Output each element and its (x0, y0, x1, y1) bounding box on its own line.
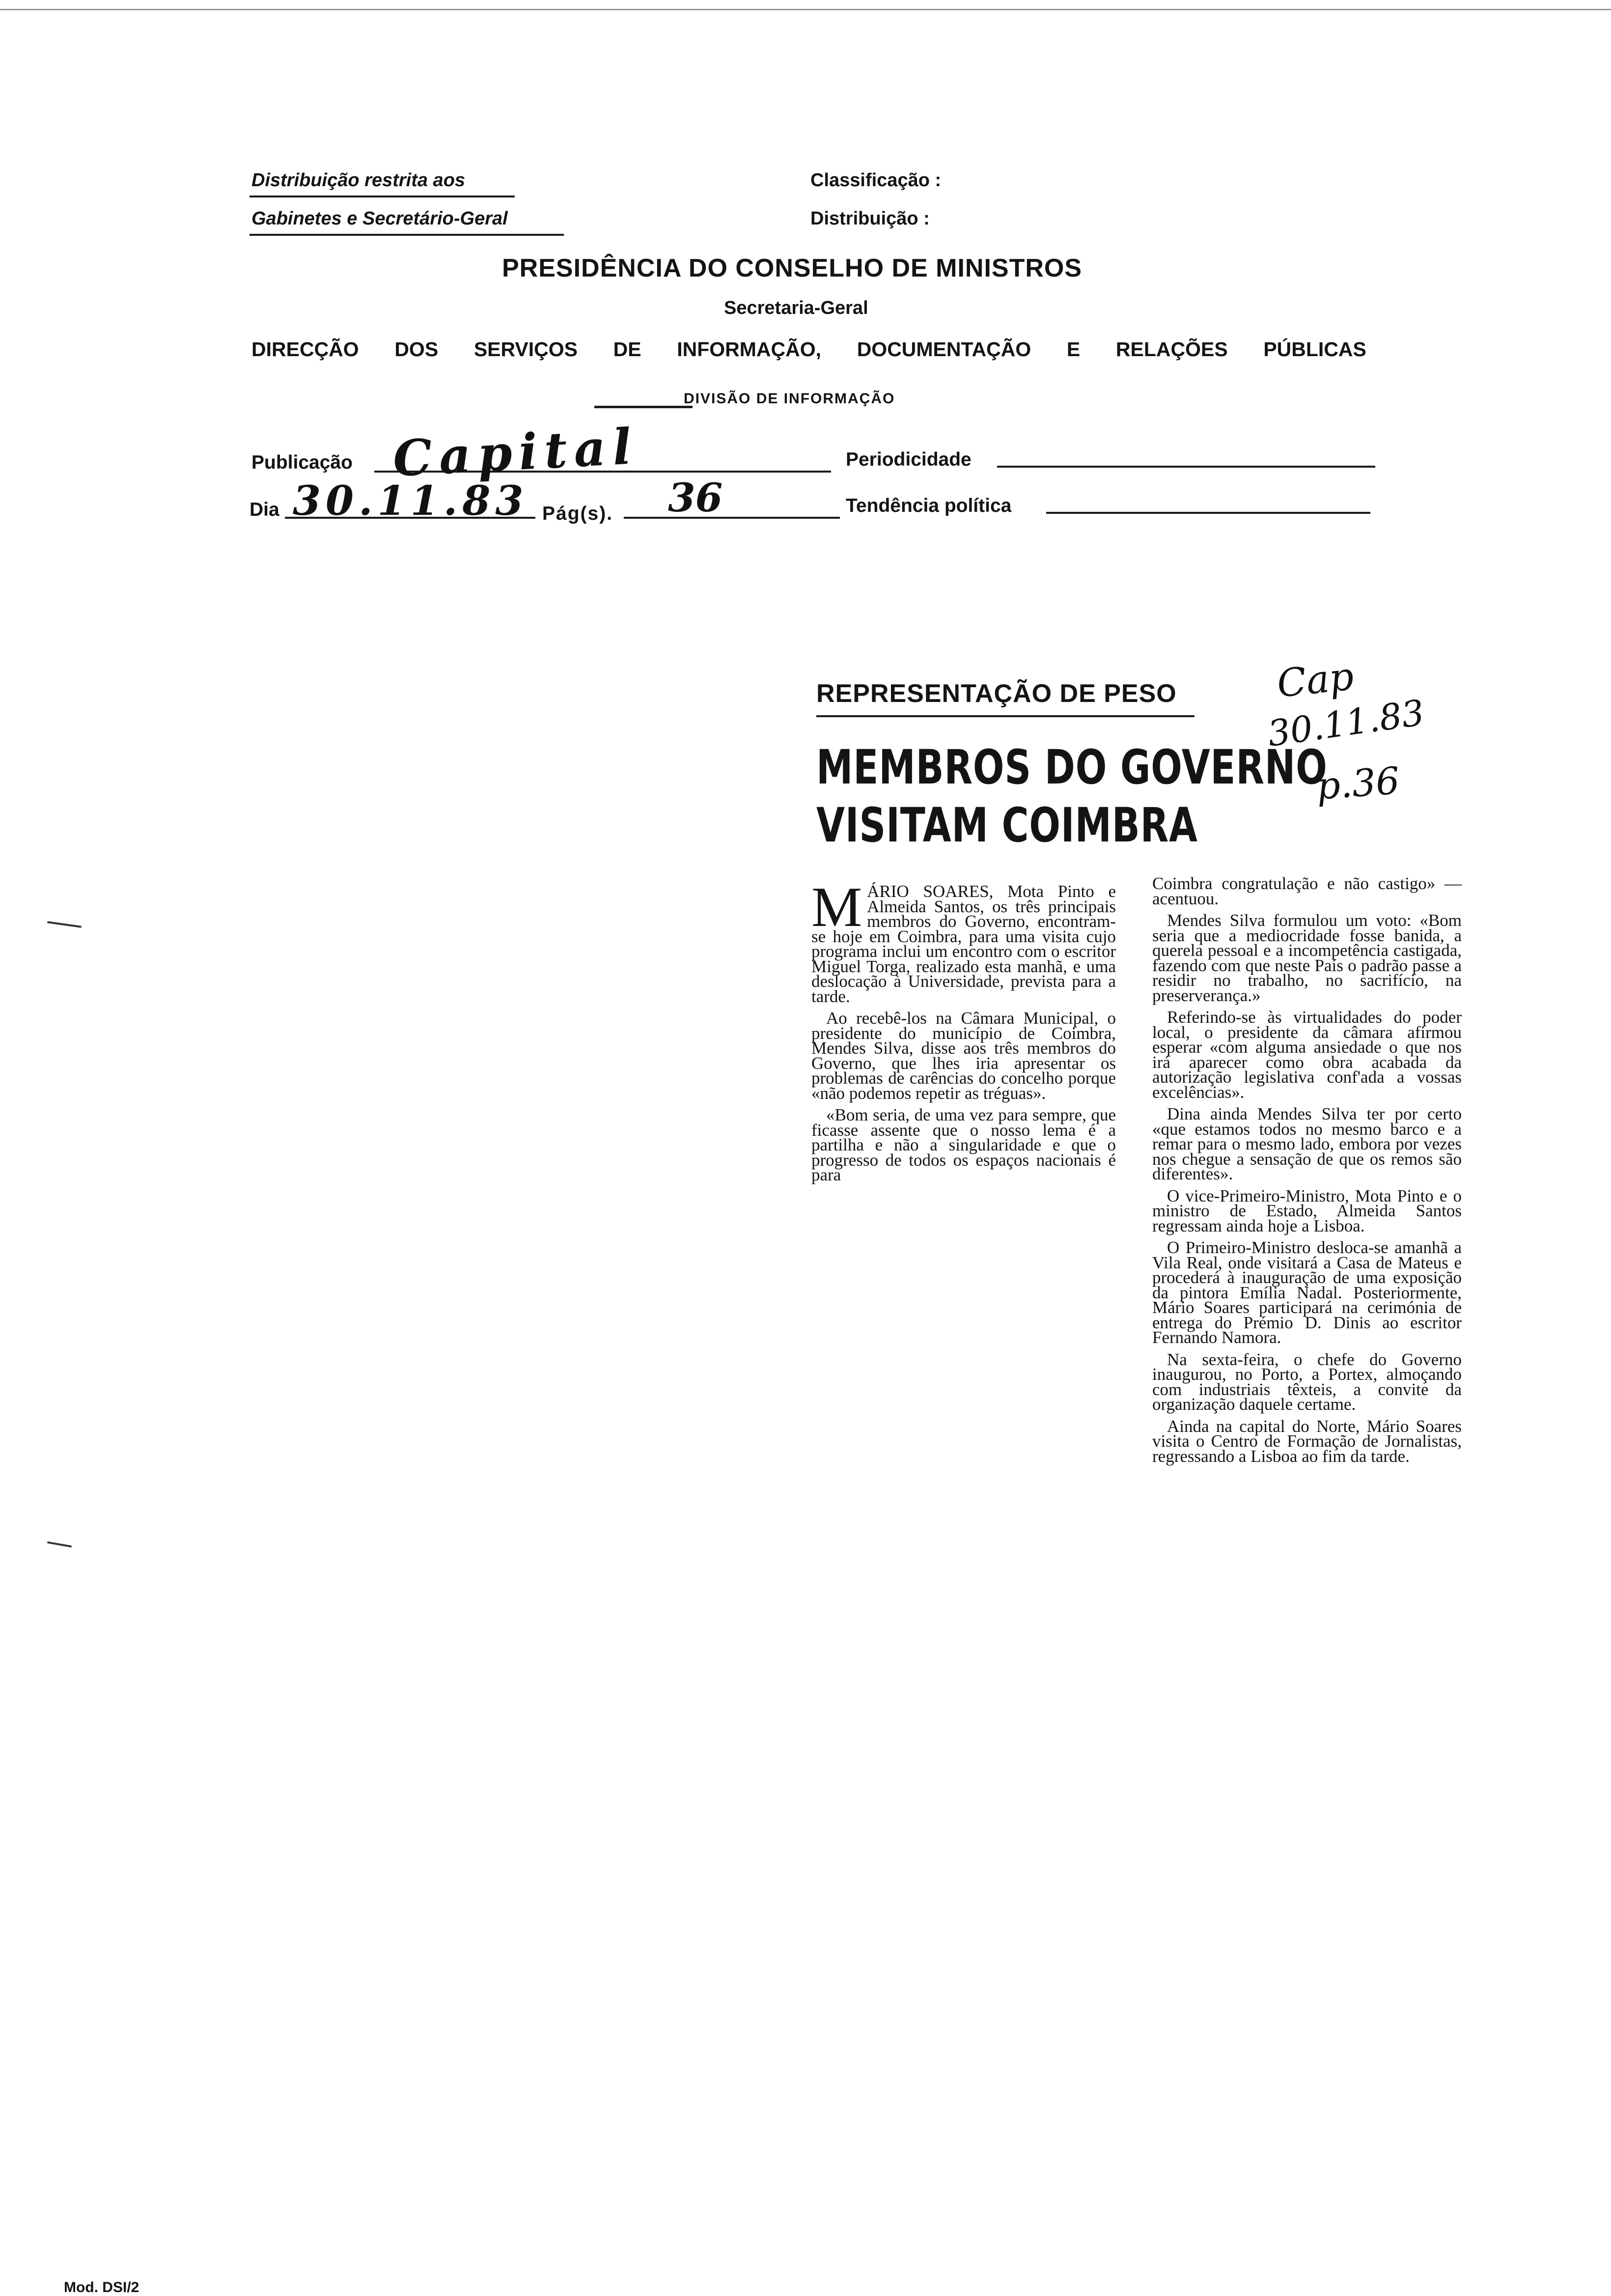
publicacao-label: Publicação (251, 452, 353, 473)
scan-edge-top (0, 9, 1611, 10)
tendencia-line (1046, 512, 1370, 514)
margin-note-line2: 30.11.83 (1265, 692, 1427, 755)
org-title: PRESIDÊNCIA DO CONSELHO DE MINISTROS (502, 254, 1083, 282)
article-kicker: REPRESENTAÇÃO DE PESO (816, 679, 1177, 708)
article-paragraph: O Primeiro-Ministro desloca-se amanhã a Vila Real, onde visitará a Casa de Mateus e procederá à inauguração de uma exposição da pintora Emília Nadal. Posteriormente, Mário Soares participará na cerimónia de entrega do Prémio D. Dinis ao escritor Fernando Namora. (1152, 1238, 1462, 1347)
pags-handwritten: 36 (668, 475, 723, 521)
directorate-word: DOCUMENTAÇÃO (857, 338, 1031, 361)
restricted-underline-2 (250, 234, 564, 236)
article-paragraph: Referindo-se às virtualidades do poder local, o presidente da câmara afirmou esperar «com alguma ansiedade o que nos irá aparecer como obra acabada da autorização legislativa conf'ada a vossas excelências». (1152, 1008, 1462, 1102)
publicacao-handwritten: Capital (391, 417, 640, 488)
margin-note-line1: Cap (1275, 654, 1356, 706)
article-column-1 (811, 876, 1116, 1190)
dia-label: Dia (250, 499, 279, 520)
directorate-line (251, 338, 1366, 361)
article-paragraph: Na sexta-feira, o chefe do Governo inaugurou, no Porto, a Portex, almoçando com industriais têxteis, a convite da organização daquele certame. (1152, 1349, 1462, 1414)
article-paragraph: «Bom seria, de uma vez para sempre, que ficasse assente que o nosso lema é a partilha e não a singularidade e que o progresso de todos os espaços nacionais é para (811, 1105, 1116, 1184)
article-paragraph: Ao recebê-los na Câmara Municipal, o presidente do município de Coimbra, Mendes Silva, disse aos três membros do Governo, que lhes iria apresentar os problemas de carências do concelho porque «não podemos repetir as tréguas». (811, 1008, 1116, 1103)
scan-mark (47, 921, 82, 928)
article-paragraph: Coimbra congratulação e não castigo» — acentuou. (1152, 874, 1462, 908)
article-paragraph: MÁRIO SOARES, Mota Pinto e Almeida Santos, os três principais membros do Governo, encontram-se hoje em Coimbra, para uma visita cujo programa inclui um encontro com o escritor Miguel Torga, realizado esta manhã, e uma deslocação à Universidade, prevista para a tarde. (811, 876, 1116, 1006)
scan-mark (47, 1541, 72, 1548)
directorate-word: RELAÇÕES (1115, 338, 1228, 361)
distribuicao-label: Distribuição : (810, 208, 930, 229)
headline-line-2: VISITAM COIMBRA (816, 798, 1198, 853)
directorate-word: INFORMAÇÃO, (677, 338, 822, 361)
form-code: Mod. DSI/2 (64, 2279, 139, 2296)
classificacao-label: Classificação : (810, 170, 942, 191)
directorate-word: DOS (394, 338, 439, 361)
directorate-word: SERVIÇOS (473, 338, 578, 361)
directorate-word: E (1066, 338, 1081, 361)
kicker-underline (816, 715, 1194, 717)
org-subtitle: Secretaria-Geral (724, 298, 868, 318)
restricted-line-2: Gabinetes e Secretário-Geral (251, 208, 508, 229)
division-rule (594, 406, 693, 408)
restricted-line-1: Distribuição restrita aos (251, 170, 466, 191)
division-title: DIVISÃO DE INFORMAÇÃO (684, 391, 895, 407)
article-paragraph: Dina ainda Mendes Silva ter por certo «que estamos todos no mesmo barco e a remar para o mesmo lado, embora por vezes nos chegue a sensação de que os remos são diferentes». (1152, 1104, 1462, 1183)
drop-cap: M (811, 876, 862, 939)
pags-label: Pág(s). (542, 503, 613, 524)
directorate-word: DE (613, 338, 641, 361)
article-paragraph: Ainda na capital do Norte, Mário Soares visita o Centro de Formação de Jornalistas, regressando a Lisboa ao fim da tarde. (1152, 1416, 1462, 1466)
restricted-underline-1 (250, 196, 515, 197)
periodicidade-label: Periodicidade (846, 449, 972, 470)
margin-note-line3: p.36 (1315, 758, 1401, 808)
periodicidade-line (997, 466, 1375, 468)
directorate-word: DIRECÇÃO (251, 338, 359, 361)
article-paragraph: O vice-Primeiro-Ministro, Mota Pinto e o ministro de Estado, Almeida Santos regressam ainda hoje a Lisboa. (1152, 1186, 1462, 1235)
tendencia-label: Tendência política (846, 495, 1012, 516)
directorate-word: PÚBLICAS (1263, 338, 1366, 361)
article-column-2 (1152, 876, 1462, 1471)
pags-line (624, 517, 840, 519)
dia-handwritten: 30.11.83 (293, 477, 528, 525)
headline-line-1: MEMBROS DO GOVERNO (816, 740, 1328, 795)
article-paragraph: Mendes Silva formulou um voto: «Bom seria que a mediocridade fosse banida, a querela pessoal e a incompetência castigada, fazendo com que neste País o padrão passe a residir no trabalho, no sacrifício, na preserverança.» (1152, 911, 1462, 1005)
